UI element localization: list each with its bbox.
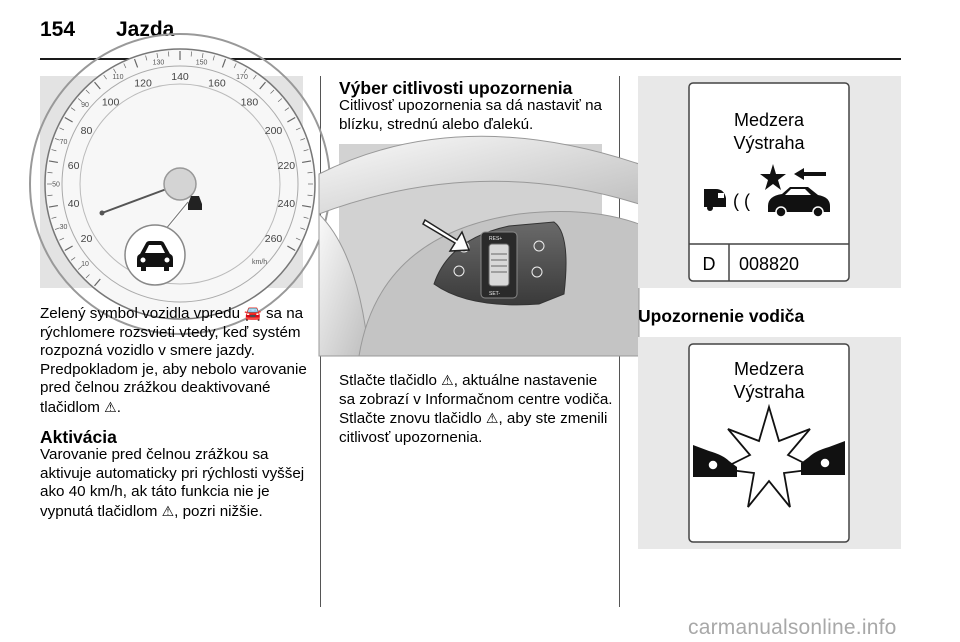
sensitivity-paragraph: Stlačte tlačidlo ⚠, aktuálne nastavenie sa zobrazí v Informačnom centre vodiča. Stlačte znovu tlačidlo ⚠, aby ste zmenili citlivosť upozornenia. — [339, 372, 613, 446]
driver-alert-heading: Upozornenie vodiča — [638, 306, 805, 326]
page-title: Jazda — [116, 18, 175, 41]
speedometer-unit: km/h — [252, 259, 268, 266]
speedometer-outer-label: 150 — [195, 59, 208, 67]
fcw-button-inline-icon: ⚠ — [485, 410, 499, 427]
speedometer-inner-label: 100 — [101, 96, 120, 109]
warning-label: Výstraha — [733, 133, 805, 153]
fcw-button-inline-icon: ⚠ — [161, 502, 175, 519]
speedometer-inner-label: 180 — [240, 96, 259, 109]
speedometer-figure — [40, 59, 303, 288]
watermark: carmanualsonline.info — [688, 616, 897, 639]
fcw-button-inline-icon: ⚠ — [104, 398, 117, 415]
speedometer-inner-label: 80 — [80, 125, 93, 137]
fcw-button-inline-icon: ⚠ — [441, 372, 454, 388]
set-minus-label: SET- — [489, 291, 501, 297]
speedometer-inner-label: 140 — [171, 71, 189, 83]
speedometer-outer-label: 90 — [81, 101, 89, 109]
sensitivity-intro: Citlivosť upozornenia sa dá nastaviť na blízku, strednú alebo ďalekú. — [339, 97, 602, 133]
page-number: 154 — [40, 18, 76, 41]
speedometer-inner-label: 60 — [67, 160, 80, 173]
car-symbol-inline-icon: 🚘 — [244, 305, 262, 321]
speedometer-inner-label: 40 — [67, 197, 80, 210]
speedometer-inner-label: 220 — [277, 160, 296, 173]
gap-label-2: Medzera — [733, 359, 805, 379]
svg-text:( (: ( ( — [733, 191, 750, 211]
driver-alert-display-figure — [638, 337, 901, 549]
speedometer-outer-label: 70 — [59, 139, 68, 147]
figure-code: 008820 — [739, 254, 800, 274]
gap-warning-display-figure — [638, 76, 901, 288]
activation-paragraph: Varovanie pred čelnou zrážkou sa aktivuje automaticky pri rýchlosti vyššej ako 40 km/h, ak táto funkcia nie je vypnutá tlačidlom ⚠, pozri nižšie. — [40, 446, 305, 520]
steering-wheel-figure — [339, 144, 602, 356]
speedometer-outer-label: 10 — [81, 261, 89, 269]
warning-label-2: Výstraha — [733, 382, 805, 402]
speedometer-outer-label: 30 — [59, 223, 68, 231]
car-symbol-paragraph: Zelený symbol vozidla vpredu 🚘 sa na rýchlomere rozsvieti vtedy, keď systém rozpozná vozidlo v smere jazdy. Predpokladom je, aby nebolo varovanie pred čelnou zrážkou deaktivované tlačidlom ⚠. — [40, 305, 307, 416]
sensitivity-heading: Výber citlivosti upozornenia — [339, 78, 573, 98]
speedometer-inner-label: 240 — [277, 197, 296, 210]
res-plus-label: RES+ — [489, 236, 503, 242]
code-prefix: D — [702, 254, 716, 274]
speedometer-outer-label: 130 — [152, 59, 165, 67]
activation-heading: Aktivácia — [40, 427, 117, 447]
speedometer-outer-label: 50 — [52, 181, 60, 189]
speedometer-inner-label: 160 — [208, 77, 226, 90]
gap-label: Medzera — [733, 110, 805, 130]
speedometer-outer-label: 110 — [112, 74, 124, 82]
speedometer-outer-label: 170 — [236, 74, 248, 82]
speedometer-inner-label: 20 — [80, 233, 93, 245]
speedometer-inner-label: 200 — [264, 125, 283, 137]
speedometer-inner-label: 260 — [264, 233, 283, 245]
speedometer-inner-label: 120 — [134, 77, 152, 90]
